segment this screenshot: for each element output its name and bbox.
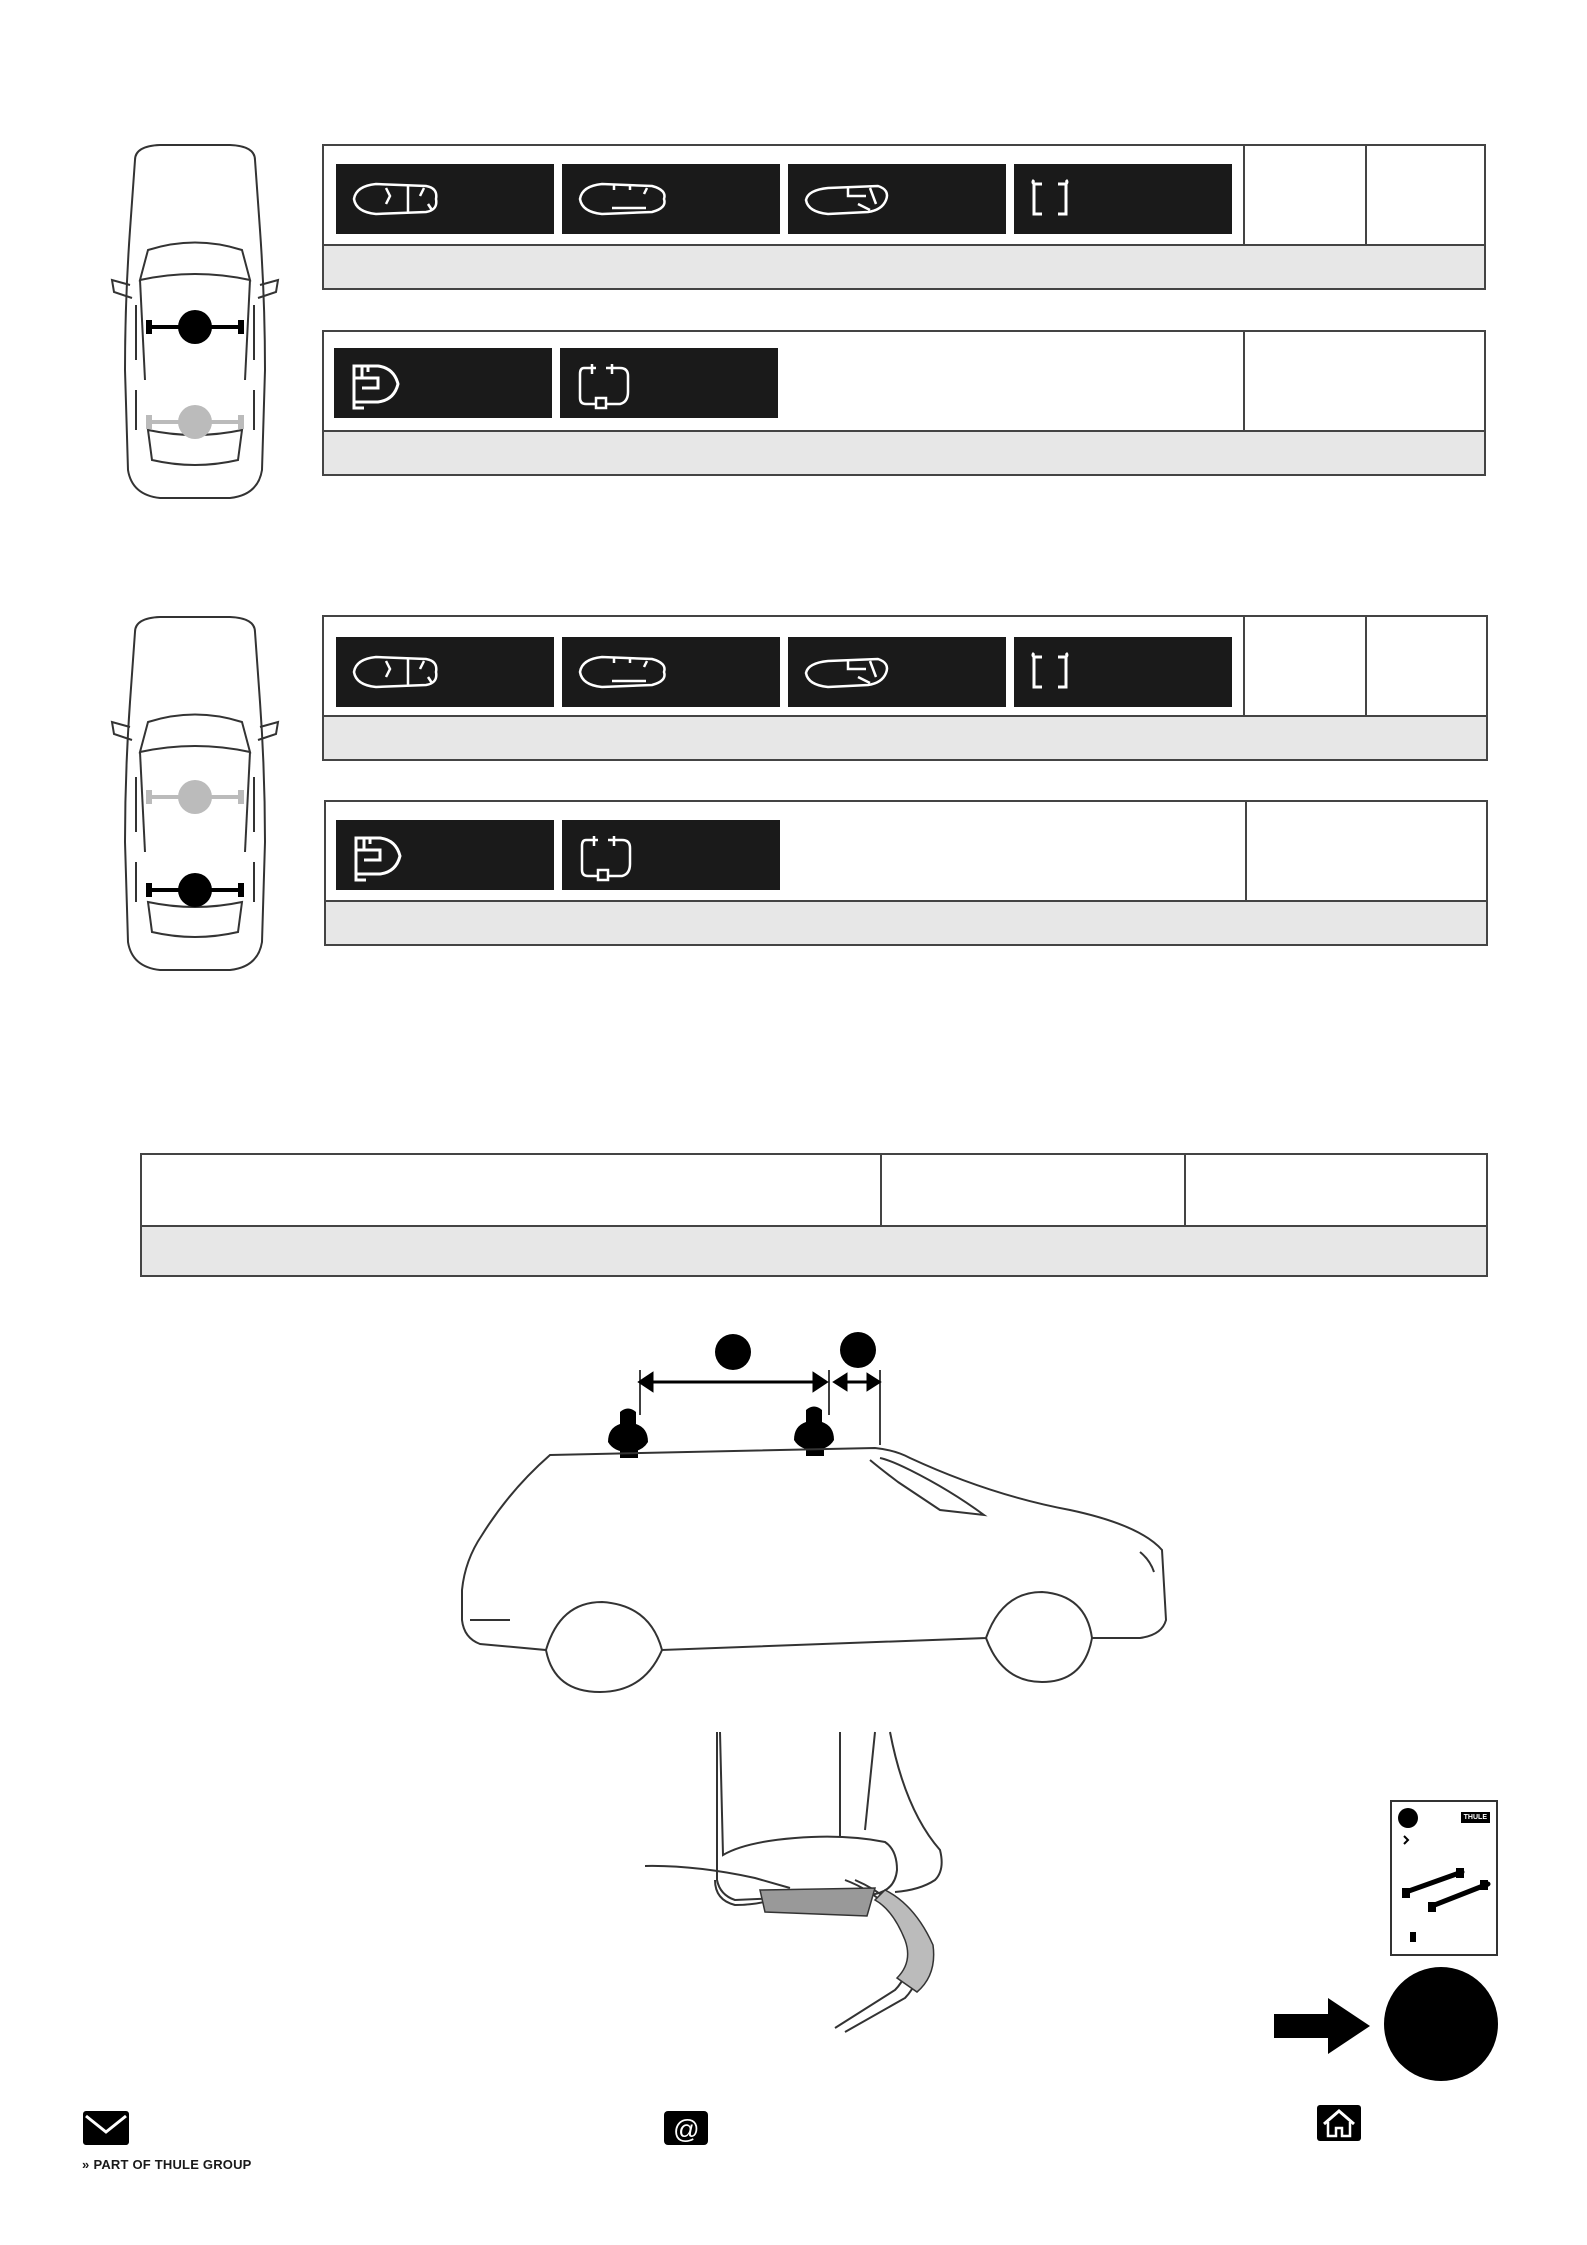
bar-profile-table-front-b	[322, 330, 1486, 476]
double-chevron-icon: »	[82, 2157, 90, 2172]
smartrack-profile-tile	[560, 348, 778, 418]
smartrack-profile-tile	[562, 820, 780, 890]
measurement-table	[140, 1153, 1488, 1277]
slidebar-profile-tile	[788, 637, 1006, 707]
wingbar-profile-tile	[336, 637, 554, 707]
svg-text:@: @	[672, 2114, 700, 2144]
slidebar-profile-tile	[788, 164, 1006, 234]
wingbar-profile-tile	[336, 164, 554, 234]
squarebar-profile-tile	[1014, 637, 1232, 707]
wingbar-edge-profile-tile	[562, 164, 780, 234]
probar-profile-tile	[336, 820, 554, 890]
foot-detail-view	[635, 1730, 995, 2050]
bar-profile-table-rear-b	[324, 800, 1488, 946]
car-top-view-front	[100, 140, 290, 510]
at-sign-icon[interactable]	[663, 2110, 709, 2146]
car-side-view	[450, 1320, 1180, 1700]
car-top-view-rear	[100, 612, 290, 982]
probar-profile-tile	[334, 348, 552, 418]
bar-profile-table-rear	[322, 615, 1488, 761]
arrow-right-icon	[1272, 1996, 1372, 2056]
product-booklet-thumbnail	[1390, 1800, 1498, 1956]
squarebar-profile-tile	[1014, 164, 1232, 234]
mail-icon[interactable]	[82, 2110, 130, 2146]
home-icon[interactable]	[1316, 2104, 1362, 2142]
thule-brand-badge: THULE	[1461, 1812, 1490, 1823]
wingbar-edge-profile-tile	[562, 637, 780, 707]
bar-profile-table-front	[322, 144, 1486, 290]
next-step-circle	[1384, 1967, 1498, 2081]
footer-group-label: » PART OF THULE GROUP	[82, 2157, 252, 2172]
